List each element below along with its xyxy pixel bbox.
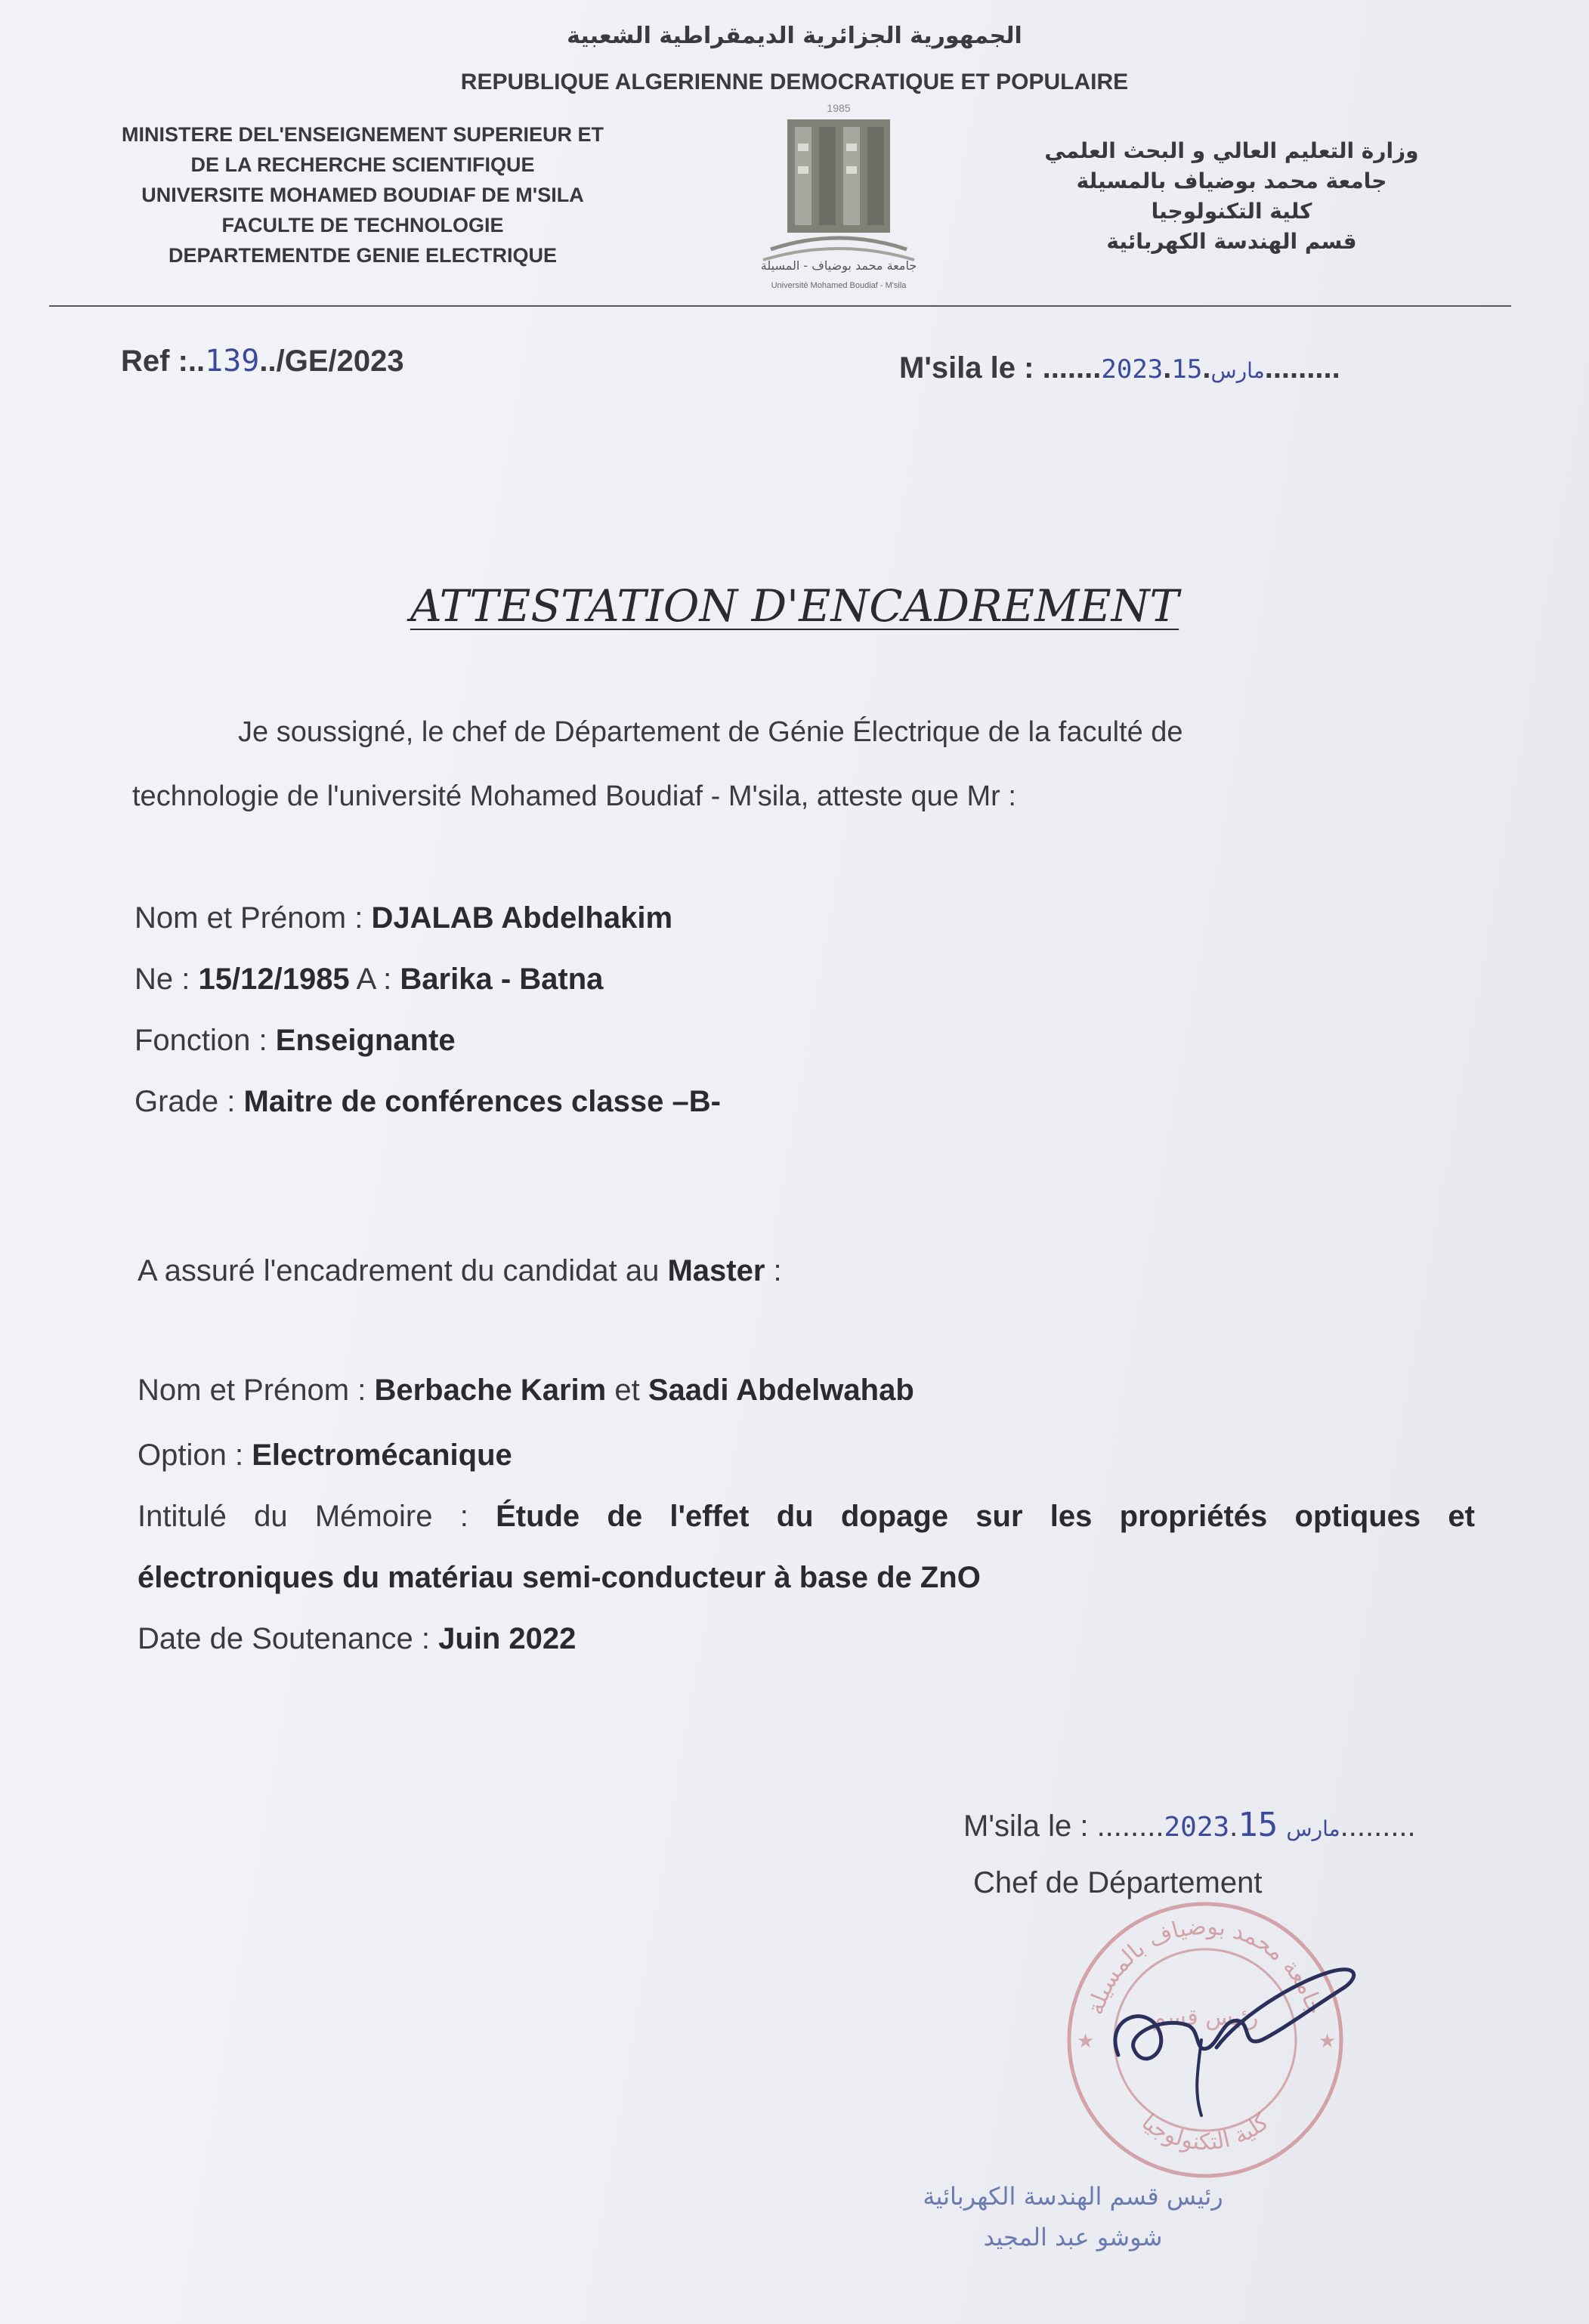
header-right-block (997, 136, 1466, 257)
closing-date-month: مارس (1286, 1816, 1340, 1841)
candidate-name-2: Saadi Abdelwahab (648, 1374, 914, 1407)
defense-date-line (138, 1622, 576, 1656)
birth-date: 15/12/1985 (198, 963, 350, 996)
header-divider (49, 305, 1511, 307)
handwritten-signature (1088, 1934, 1390, 2138)
encadrant-birth-line (134, 963, 603, 997)
document-title (0, 580, 1589, 632)
candidate-name-1: Berbache Karim (374, 1374, 607, 1407)
encadrement-text: A assuré l'encadrement du candidat au (138, 1254, 668, 1287)
logo-caption-arabic: جامعة محمد بوضياف - المسيلة (760, 258, 917, 273)
encadrement-statement (138, 1254, 782, 1288)
encadrant-grade-line (134, 1085, 721, 1119)
function-value: Enseignante (275, 1024, 456, 1057)
signer-name: شوشو عبد المجيد (983, 2223, 1163, 2251)
candidate-name-joiner: et (606, 1374, 648, 1407)
header-french-republic: REPUBLIQUE ALGERIENNE DEMOCRATIQUE ET POPULAIRE (460, 70, 1129, 94)
memoire-label: Intitulé du Mémoire : (138, 1500, 496, 1533)
document-title-text: ATTESTATION D'ENCADREMENT (410, 580, 1179, 632)
candidate-name-label: Nom et Prénom : (138, 1374, 375, 1407)
top-date-month: مارس (1210, 358, 1265, 383)
header-right-line: كلية التكنولوجيا (1151, 199, 1312, 224)
encadrant-function-line (134, 1024, 456, 1058)
birth-place: Barika - Batna (400, 963, 604, 996)
memoire-title-part-2: électroniques du matériau semi-conducteur à base de ZnO (138, 1561, 981, 1594)
intro-line-1: Je soussigné, le chef de Département de Génie Électrique de la faculté de (238, 716, 1183, 748)
intro-line-2: technologie de l'université Mohamed Boudiaf - M'sila, atteste que Mr : (132, 780, 1016, 812)
header-left-line: DEPARTEMENTDE GENIE ELECTRIQUE (168, 244, 558, 267)
closing-date-day: 15 (1238, 1806, 1278, 1844)
closing-date-year: 2023 (1164, 1812, 1230, 1843)
option-value: Electromécanique (252, 1439, 512, 1472)
grade-value: Maitre de conférences classe –B- (243, 1085, 721, 1118)
birth-place-label: A : (349, 963, 400, 996)
ref-handwritten-number: 139 (205, 344, 260, 379)
memoire-title-part-1: Étude de l'effet du dopage sur les propriétés optiques et (496, 1500, 1475, 1533)
defense-date-label: Date de Soutenance : (138, 1622, 439, 1655)
header-arabic-republic: الجمهورية الجزائرية الديمقراطية الشعبية (567, 23, 1022, 49)
stamp-ring-top: جامعة محمد بوضياف بالمسيلة (1082, 1913, 1328, 2018)
svg-text:★: ★ (1077, 2029, 1095, 2052)
header-right-line: قسم الهندسة الكهربائية (1106, 229, 1357, 254)
header-left-line: DE LA RECHERCHE SCIENTIFIQUE (190, 153, 535, 176)
top-date: M'sila le : .......2023. مارس.15 ......... (899, 351, 1340, 385)
encadrant-name-value: DJALAB Abdelhakim (371, 901, 673, 935)
top-date-day: 15 (1171, 354, 1203, 385)
stamp-center-text: رئيس قسم (1152, 2004, 1259, 2031)
header-right-line: وزارة التعليم العالي و البحث العلمي (1044, 138, 1419, 163)
closing-date: M'sila le : ........2023. مارس 15 ......... (963, 1806, 1416, 1844)
logo-year: 1985 (827, 102, 851, 114)
grade-label: Grade : (134, 1085, 244, 1118)
signatory-title: Chef de Département (973, 1866, 1263, 1899)
option-label: Option : (138, 1439, 252, 1472)
memoire-title-line-2 (138, 1561, 981, 1595)
defense-date-value: Juin 2022 (438, 1622, 577, 1655)
header-right-line: جامعة محمد بوضياف بالمسيلة (1076, 168, 1387, 193)
ref-prefix: Ref : (121, 345, 188, 378)
birth-label: Ne : (134, 963, 199, 996)
header-left-line: UNIVERSITE MOHAMED BOUDIAF DE M'SILA (141, 184, 584, 206)
ref-suffix: /GE/2023 (276, 345, 404, 378)
top-date-year: 2023 (1101, 354, 1164, 385)
encadrant-name-line (134, 901, 672, 935)
stamp-ring-bottom: كلية التكنولوجيا (1136, 2109, 1275, 2156)
function-label: Fonction : (134, 1024, 276, 1057)
candidate-name-line (138, 1374, 914, 1408)
candidate-option-line (138, 1439, 512, 1473)
signer-title: رئيس قسم الهندسة الكهربائية (923, 2182, 1223, 2211)
header-left-line: MINISTERE DEL'ENSEIGNEMENT SUPERIEUR ET (122, 123, 604, 146)
logo-caption-french: Université Mohamed Boudiaf - M'sila (771, 281, 907, 290)
top-date-label: M'sila le : (899, 351, 1043, 385)
header-left-block (60, 119, 665, 270)
encadrant-name-label: Nom et Prénom : (134, 901, 372, 935)
memoire-title-line-1 (138, 1500, 1475, 1534)
svg-text:★: ★ (1318, 2029, 1337, 2052)
encadrement-level: Master (667, 1254, 765, 1287)
signer-block (869, 2176, 1277, 2258)
reference-number: Ref :..139../GE/2023 (121, 344, 404, 379)
encadrement-after: : (765, 1254, 782, 1287)
closing-date-label: M'sila le : (963, 1809, 1097, 1843)
header-left-line: FACULTE DE TECHNOLOGIE (221, 214, 504, 236)
